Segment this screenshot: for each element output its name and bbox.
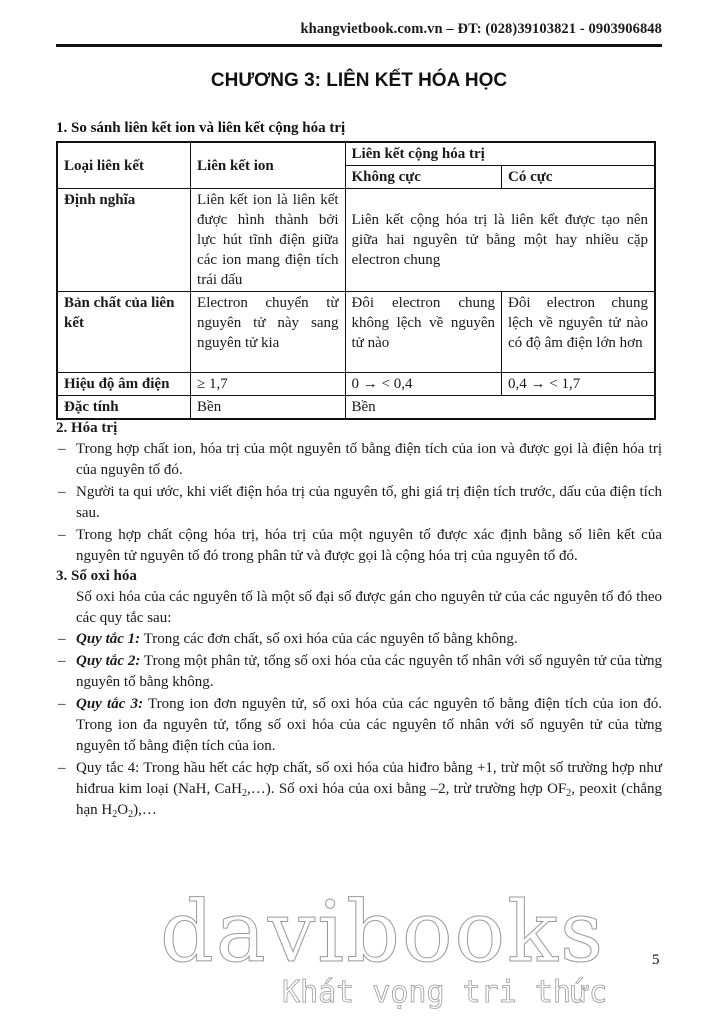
section-3-intro: Số oxi hóa của các nguyên tố là một số đại số được gán cho nguyên tử của các nguyên tố đó theo các quy tắc sau: (76, 589, 662, 626)
dash-bullet-icon: – (58, 484, 66, 500)
cell-nonpolar: Đôi electron chung không lệch về nguyên tử nào (345, 292, 501, 373)
dash-bullet-icon: – (58, 527, 66, 543)
publisher-watermark-tagline: Khát vọng tri thức (282, 975, 608, 1010)
dash-bullet-icon: – (58, 631, 66, 647)
dash-bullet-icon: – (58, 760, 66, 776)
section-1-heading: 1. So sánh liên kết ion và liên kết cộng hóa trị (56, 120, 346, 136)
cell-ionic: Liên kết ion là liên kết được hình thành bởi lực hút tĩnh điện giữa các ion mang điện tích trái dấu (191, 189, 345, 292)
list-item: – Quy tắc 3: Trong ion đơn nguyên tử, số oxi hóa của các nguyên tố bằng điện tích của ion đó. Trong ion đa nguyên tử, tổng số oxi hóa của các nguyên tố nhân với số nguyên tử của từng nguyên tố bằng điện tích của ion. (58, 696, 662, 754)
dash-bullet-icon: – (58, 441, 66, 457)
table-row (57, 373, 655, 396)
header-nonpolar: Không cực (345, 166, 501, 189)
page-header (56, 18, 662, 47)
list-item: – Quy tắc 4: Trong hầu hết các hợp chất, số oxi hóa của hiđro bằng +1, trừ một số trường hợp như hiđrua kim loại (NaH, CaH$_2$,…). Số oxi hóa của oxi bằng –2, trừ trường hợp $OF_2$, peoxit (chẳng hạn $H_2O_2),\dots$ (58, 760, 662, 820)
list-item: – Người ta qui ước, khi viết điện hóa trị của nguyên tố, ghi giá trị điện tích trước, dấu của điện tích sau. (58, 484, 662, 521)
row-label: Đặc tính (57, 396, 191, 420)
rule-label: Quy tắc 2: (76, 653, 141, 669)
cell-ionic: Bền (191, 396, 345, 420)
list-item: – Trong hợp chất cộng hóa trị, hóa trị của một nguyên tố được xác định bằng số liên kết của nguyên tử nguyên tố đó trong phân tử và được gọi là cộng hóa trị của nguyên tố đó. (58, 527, 662, 564)
list-item: – Quy tắc 1: Trong các đơn chất, số oxi hóa của các nguyên tố bằng không. (56, 629, 662, 650)
table-row (57, 292, 655, 373)
list-item: – Quy tắc 2: Trong một phân tử, tổng số oxi hóa của các nguyên tố nhân với số nguyên tử của từng nguyên tố bằng không. (58, 653, 662, 690)
header-polar: Có cực (501, 166, 655, 189)
header-ionic-bond: Liên kết ion (191, 142, 345, 189)
section-2 (56, 418, 662, 568)
row-label: Hiệu độ âm điện (57, 373, 191, 396)
bond-comparison-table (56, 141, 656, 420)
cell-covalent: Liên kết cộng hóa trị là liên kết được tạo nên giữa hai nguyên tử bằng một hay nhiều cặp electron chung (345, 189, 655, 292)
table-row (57, 396, 655, 420)
rule-label: Quy tắc 3: (76, 696, 144, 712)
chapter-title: CHƯƠNG 3: LIÊN KẾT HÓA HỌC (210, 70, 508, 91)
table-row (57, 189, 655, 292)
rule-label: Quy tắc 1: (76, 631, 141, 647)
row-label: Định nghĩa (57, 189, 191, 292)
cell-polar: Đôi electron chung lệch về nguyên tử nào có độ âm điện lớn hơn (501, 292, 655, 373)
cell-polar: 0,4 → < 1,7 (501, 373, 655, 396)
publisher-watermark-logo: davibooks (160, 883, 606, 981)
page-number: 5 (652, 952, 660, 968)
cell-ionic: Electron chuyển từ nguyên tử này sang nguyên tử kia (191, 292, 345, 373)
row-label: Bản chất của liên kết (57, 292, 191, 373)
publisher-contact: khangvietbook.com.vn – ĐT: (028)39103821 - 0903906848 (300, 21, 662, 37)
header-covalent-bond: Liên kết cộng hóa trị (345, 142, 655, 166)
list-item: – Trong hợp chất ion, hóa trị của một nguyên tố bằng điện tích của ion và được gọi là điện hóa trị của nguyên tố đó. (58, 441, 662, 478)
section-2-heading: 2. Hóa trị (56, 420, 118, 436)
cell-nonpolar: 0 → < 0,4 (345, 373, 501, 396)
header-bond-type: Loại liên kết (57, 142, 191, 189)
section-3-heading: 3. Số oxi hóa (56, 568, 137, 584)
cell-ionic: ≥ 1,7 (191, 373, 345, 396)
cell-covalent: Bền (345, 396, 655, 420)
section-3 (56, 566, 662, 822)
dash-bullet-icon: – (58, 696, 66, 712)
dash-bullet-icon: – (58, 653, 66, 669)
table-header-row (57, 142, 655, 166)
